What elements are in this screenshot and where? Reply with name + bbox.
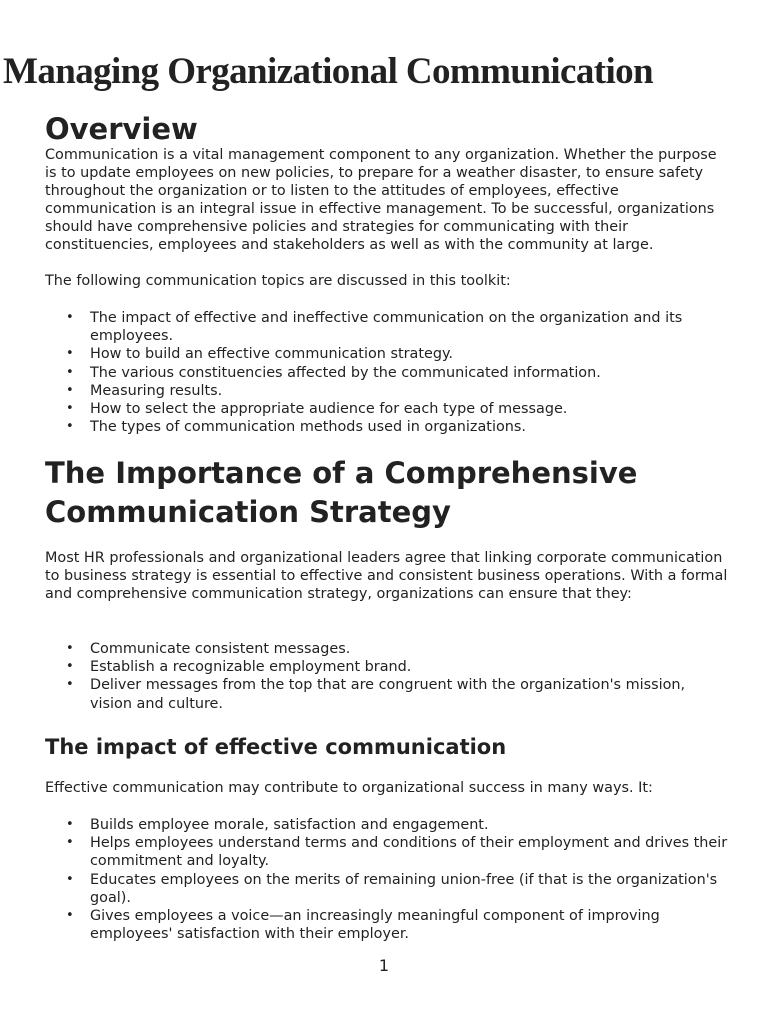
importance-list <box>45 640 730 713</box>
impact-section <box>45 733 730 761</box>
list-item: • Builds employee morale, satisfaction and engagement. <box>90 816 730 834</box>
document-title: Managing Organizational Communication <box>3 51 653 92</box>
list-item: • The impact of effective and ineffective communication on the organization and its employees. <box>90 309 730 345</box>
topics-intro: The following communication topics are discussed in this toolkit: <box>45 273 511 289</box>
impact-body <box>45 779 730 797</box>
list-item: • How to build an effective communication strategy. <box>90 345 730 363</box>
list-item: • Gives employees a voice—an increasingly meaningful component of improving employees' satisfaction with their employer. <box>90 907 730 943</box>
topics-intro-block <box>45 272 730 290</box>
impact-list <box>45 816 730 943</box>
overview-paragraph: Communication is a vital management component to any organization. Whether the purpose is to update employees on new policies, to prepare for a weather disaster, to ensure safety throughout the organization or to listen to the attitudes of employees, effective communication is an integral issue in effective management. To be successful, organizations should have comprehensive policies and strategies for communicating with their constituencies, employees and stakeholders as well as with the community at large. <box>45 147 717 253</box>
importance-paragraph: Most HR professionals and organizational leaders agree that linking corporate communication to business strategy is essential to effective and consistent business operations. With a formal and comprehensive communication strategy, organizations can ensure that they: <box>45 550 728 602</box>
topics-list <box>45 309 730 436</box>
importance-heading-line2: Communication Strategy <box>45 495 451 529</box>
importance-list-block <box>45 640 730 713</box>
topics-list-block <box>45 309 730 436</box>
list-item: • Communicate consistent messages. <box>90 640 730 658</box>
list-item: • How to select the appropriate audience for each type of message. <box>90 400 730 418</box>
impact-heading: The impact of effective communication <box>45 735 507 759</box>
importance-body <box>45 549 730 603</box>
importance-heading-line1: The Importance of a Comprehensive <box>45 456 638 490</box>
page-number: 1 <box>378 956 390 975</box>
list-item: • Helps employees understand terms and conditions of their employment and drives their commitment and loyalty. <box>90 834 730 870</box>
list-item: • Establish a recognizable employment brand. <box>90 658 730 676</box>
impact-list-block <box>45 816 730 943</box>
list-item: • Deliver messages from the top that are congruent with the organization's mission, vision and culture. <box>90 676 730 712</box>
overview-heading: Overview <box>45 112 198 146</box>
importance-section <box>45 454 730 532</box>
overview-section <box>45 110 730 254</box>
list-item: • Educates employees on the merits of remaining union-free (if that is the organization's goal). <box>90 871 730 907</box>
importance-heading <box>45 454 730 532</box>
list-item: • The types of communication methods used in organizations. <box>90 418 730 436</box>
list-item: • The various constituencies affected by the communicated information. <box>90 364 730 382</box>
list-item: • Measuring results. <box>90 382 730 400</box>
impact-paragraph: Effective communication may contribute to organizational success in many ways. It: <box>45 780 653 796</box>
